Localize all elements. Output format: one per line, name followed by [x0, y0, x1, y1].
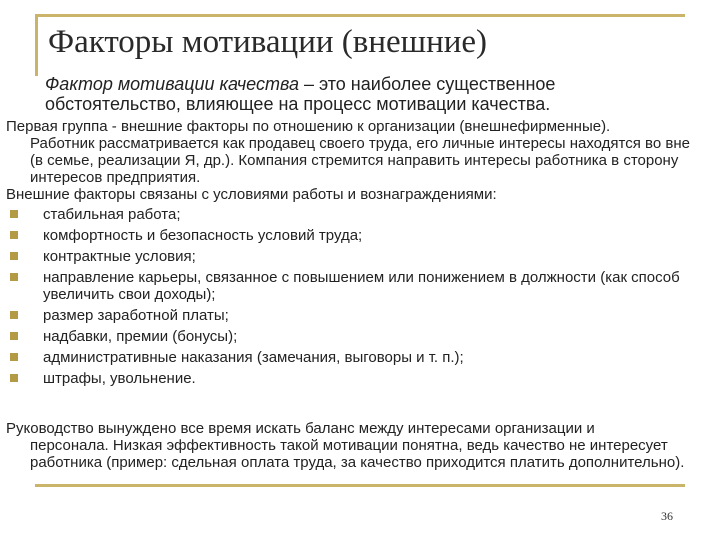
closing-rest: персонала. Низкая эффективность такой мотивации понятна, ведь качество не интересует работника (пример: сдельная оплата труда, за качество приходится платить дополнительно). — [30, 437, 685, 471]
list-item — [6, 227, 706, 244]
square-bullet-icon — [10, 273, 18, 281]
square-bullet-icon — [10, 332, 18, 340]
closing-paragraph — [6, 420, 706, 471]
intro-first-line: Первая группа - внешние факторы по отношению к организации (внешнефирменные). — [6, 118, 611, 135]
list-heading: Внешние факторы связаны с условиями работы и вознаграждениями: — [6, 186, 497, 203]
square-bullet-icon — [10, 210, 18, 218]
square-bullet-icon — [10, 311, 18, 319]
square-bullet-icon — [10, 252, 18, 260]
list-item-text: надбавки, премии (бонусы); — [43, 328, 238, 345]
list-item — [6, 328, 706, 345]
list-item — [6, 307, 706, 324]
list-item — [6, 248, 706, 265]
top-rule — [35, 14, 685, 17]
list-item-text: размер заработной платы; — [43, 307, 229, 324]
square-bullet-icon — [10, 353, 18, 361]
list-item — [6, 206, 706, 223]
intro-paragraph — [6, 118, 706, 186]
definition — [45, 74, 685, 114]
list-item-text: административные наказания (замечания, выговоры и т. п.); — [43, 349, 464, 366]
list-item-text: стабильная работа; — [43, 206, 181, 223]
list-item — [6, 349, 706, 366]
square-bullet-icon — [10, 231, 18, 239]
definition-term: Фактор мотивации качества — [45, 74, 299, 94]
list-item-text: штрафы, увольнение. — [43, 370, 196, 387]
intro-rest: Работник рассматривается как продавец своего труда, его личные интересы находятся во вне (в семье, реализации Я, др.). Компания стремится направить интересы работника в сторону интересов предприятия. — [30, 135, 690, 186]
definition-text: – это наиболее существенное обстоятельство, влияющее на процесс мотивации качества. — [45, 74, 556, 114]
page-number: 36 — [661, 509, 673, 523]
slide-body — [6, 118, 706, 391]
list-item-text: контрактные условия; — [43, 248, 196, 265]
bottom-rule — [35, 484, 685, 487]
left-rule — [35, 14, 38, 76]
list-item-text: направление карьеры, связанное с повышением или понижением в должности (как способ увеличить свои доходы); — [43, 269, 680, 303]
factor-list — [6, 206, 706, 387]
closing-first-line: Руководство вынуждено все время искать баланс между интересами организации и — [6, 420, 595, 437]
slide-title: Факторы мотивации (внешние) — [48, 24, 488, 60]
list-item — [6, 370, 706, 387]
square-bullet-icon — [10, 374, 18, 382]
list-item — [6, 269, 706, 303]
list-item-text: комфортность и безопасность условий труда; — [43, 227, 363, 244]
